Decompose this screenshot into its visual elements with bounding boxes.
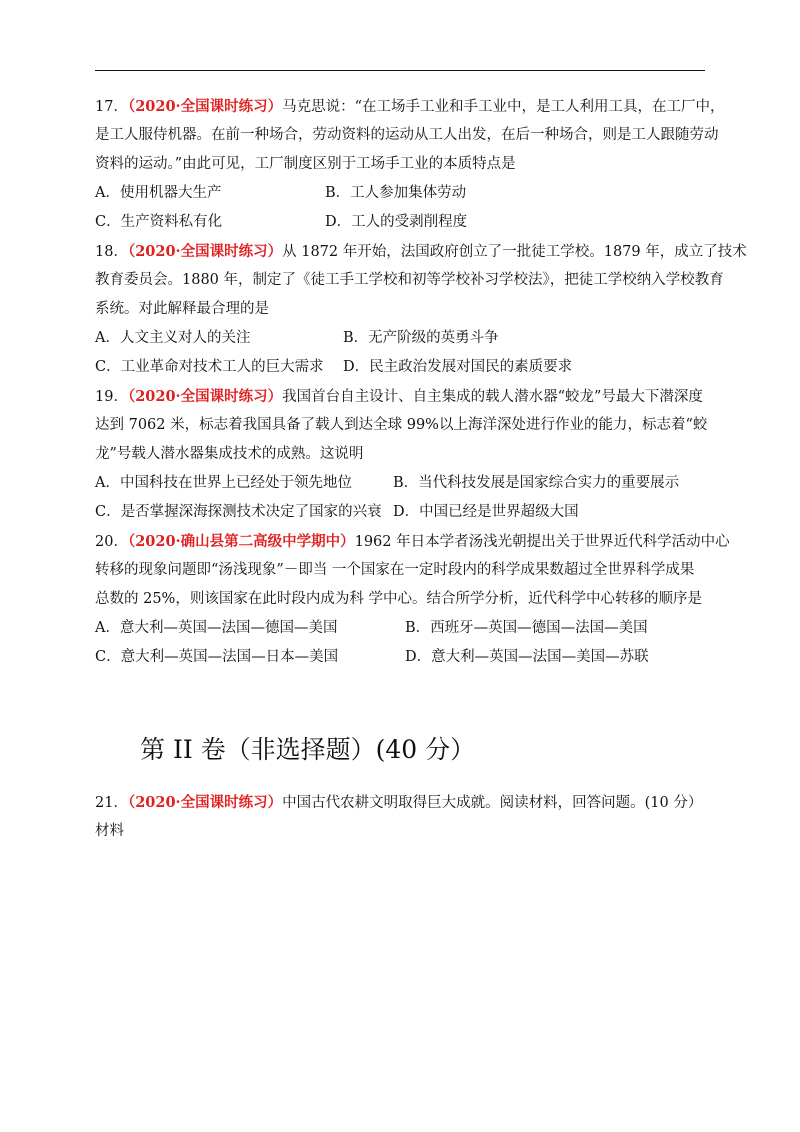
option-c[interactable]: C．工业革命对技术工人的巨大需求 xyxy=(95,359,324,375)
option-b[interactable]: B．当代科技发展是国家综合实力的重要展示 xyxy=(393,475,680,491)
option-c[interactable]: C．生产资料私有化 xyxy=(95,214,223,230)
option-a[interactable]: A．使用机器大生产 xyxy=(95,185,222,201)
question-number: 21． xyxy=(95,795,128,811)
question-text: 资料的运动。”由此可见，工厂制度区别于工场手工业的本质特点是 xyxy=(95,156,516,172)
option-b[interactable]: B．西班牙—英国—德国—法国—美国 xyxy=(405,620,648,636)
option-d[interactable]: D．工人的受剥削程度 xyxy=(325,214,468,230)
question-text: 教育委员会。1880 年，制定了《徒工手工学校和初等学校补习学校法》，把徒工学校纳入学校教育 xyxy=(95,272,724,288)
question-text: 总数的 25%，则该国家在此时段内成为科 学中心。结合所学分析，近代科学中心转移的顺序是 xyxy=(95,591,702,607)
question-number: 18． xyxy=(95,244,128,260)
option-d[interactable]: D．民主政治发展对国民的素质要求 xyxy=(343,359,573,375)
option-a[interactable]: A．人文主义对人的关注 xyxy=(95,330,251,346)
question-number: 20． xyxy=(95,534,128,550)
question-text: 龙”号载人潜水器集成技术的成熟。这说明 xyxy=(95,446,364,462)
question-19 xyxy=(95,382,707,527)
option-b[interactable]: B．无产阶级的英勇斗争 xyxy=(343,330,499,346)
question-number: 17． xyxy=(95,99,128,115)
section-title: 第 II 卷（非选择题）(40 分） xyxy=(140,735,476,764)
question-18 xyxy=(95,237,747,382)
header-rule xyxy=(95,70,705,71)
question-text: 马克思说：“在工场手工业和手工业中，是工人利用工具，在工厂中， xyxy=(282,99,725,115)
question-text: 是工人服侍机器。在前一种场合，劳动资料的运动从工人出发，在后一种场合，则是工人跟随劳动 xyxy=(95,127,719,143)
option-c[interactable]: C．是否掌握深海探测技术决定了国家的兴衰 xyxy=(95,504,382,520)
option-b[interactable]: B．工人参加集体劳动 xyxy=(325,185,467,201)
source-tag: （2020·全国课时练习） xyxy=(127,98,283,115)
question-20 xyxy=(95,527,730,672)
question-list xyxy=(95,92,747,672)
material-label: 材料 xyxy=(95,823,124,839)
source-tag: （2020·确山县第二高级中学期中） xyxy=(127,533,355,550)
option-a[interactable]: A．意大利—英国—法国—德国—美国 xyxy=(95,620,338,636)
source-tag: （2020·全国课时练习） xyxy=(127,794,283,811)
source-tag: （2020·全国课时练习） xyxy=(127,388,283,405)
question-17 xyxy=(95,92,725,237)
source-tag: （2020·全国课时练习） xyxy=(127,243,283,260)
option-c[interactable]: C．意大利—英国—法国—日本—美国 xyxy=(95,649,339,665)
question-text: 从 1872 年开始，法国政府创立了一批徒工学校。1879 年，成立了技术 xyxy=(282,244,747,260)
question-text: 我国首台自主设计、自主集成的载人潜水器“蛟龙”号最大下潜深度 xyxy=(282,389,703,405)
option-d[interactable]: D．中国已经是世界超级大国 xyxy=(393,504,579,520)
option-a[interactable]: A．中国科技在世界上已经处于领先地位 xyxy=(95,475,352,491)
question-21 xyxy=(95,788,707,846)
question-number: 19． xyxy=(95,389,128,405)
option-d[interactable]: D．意大利—英国—法国—美国—苏联 xyxy=(405,649,649,665)
question-text: 1962 年日本学者汤浅光朝提出关于世界近代科学活动中心 xyxy=(354,534,730,550)
question-text: 达到 7062 米，标志着我国具备了载人到达全球 99%以上海洋深处进行作业的能力，标志着“蛟 xyxy=(95,417,708,433)
question-text: 系统。对此解释最合理的是 xyxy=(95,301,269,317)
question-text: 转移的现象问题即“汤浅现象”－即当 一个国家在一定时段内的科学成果数超过全世界科学成果 xyxy=(95,562,695,578)
question-text: 中国古代农耕文明取得巨大成就。阅读材料，回答问题。(10 分） xyxy=(282,795,703,811)
